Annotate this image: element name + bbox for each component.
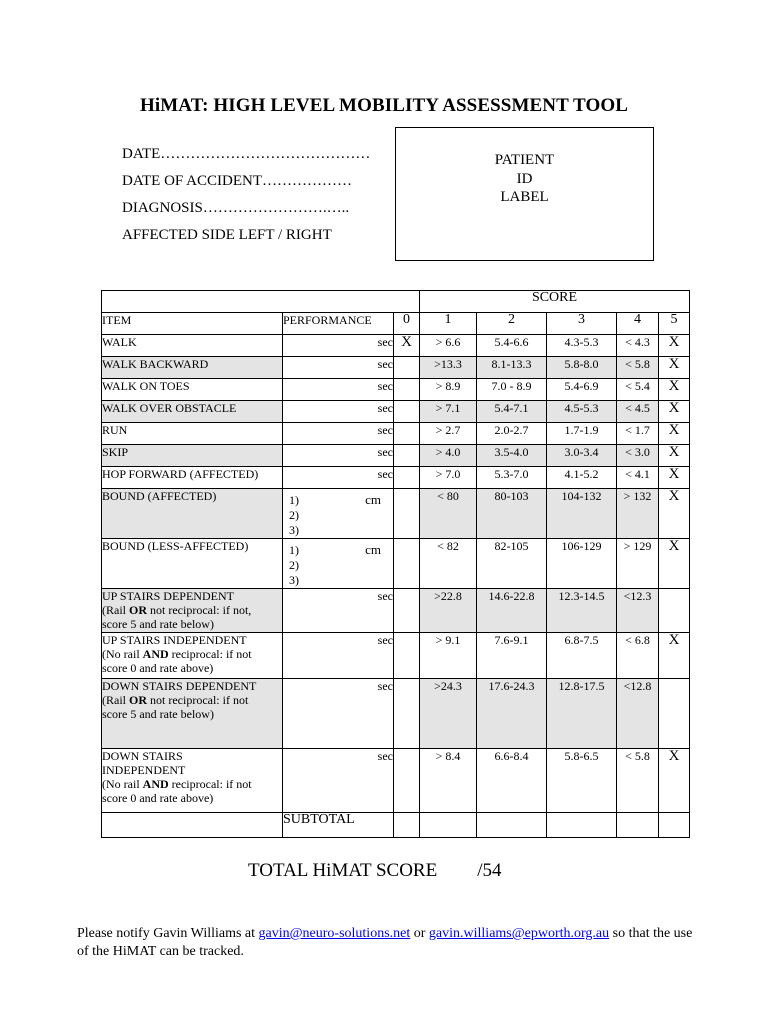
condition-text: not reciprocal: if not, [147,603,252,617]
score-cell-1: >22.8 [420,589,477,633]
score-cell-1: > 4.0 [420,445,477,467]
score-cell-1: < 80 [420,489,477,539]
unit-label: sec [377,445,393,459]
table-row [102,379,690,401]
item-name-line: DOWN STAIRS [102,749,183,763]
unit-label: cm [365,542,381,557]
score-cell-1: >13.3 [420,357,477,379]
score-column-4-header: 4 [617,313,659,335]
attempt-label: 3) [289,523,299,537]
item-condition-line [102,777,282,791]
score-cell-3: 12.8-17.5 [547,679,617,749]
subtotal-cell-1[interactable] [420,813,477,838]
condition-text: not reciprocal: if not [147,693,249,707]
unit-label: sec [377,679,393,693]
performance-input[interactable] [283,539,394,589]
item-condition-line [102,603,282,617]
item-condition-line: score 0 and rate above) [102,791,214,805]
performance-input[interactable] [283,589,394,633]
item-condition-line [102,647,282,661]
score-cell-4: < 6.8 [617,633,659,679]
item-name: HOP FORWARD (AFFECTED) [102,467,283,489]
unit-label: sec [377,357,393,371]
score-column-2-header: 2 [477,313,547,335]
table-row [102,539,690,589]
score-cell-3: 4.3-5.3 [547,335,617,357]
unit-label: sec [377,589,393,603]
item-condition-line [102,693,282,707]
score-cell-5[interactable]: X [659,423,690,445]
date-of-accident-field[interactable]: DATE OF ACCIDENT……………… [122,173,353,189]
condition-text: (No rail [102,777,143,791]
condition-text: (No rail [102,647,143,661]
unit-label: sec [377,423,393,437]
table-row [102,589,690,633]
performance-input[interactable] [283,379,394,401]
item-name [102,679,283,749]
score-cell-0[interactable] [394,489,420,539]
item-name [102,749,283,813]
score-cell-3: 1.7-1.9 [547,423,617,445]
score-cell-3: 12.3-14.5 [547,589,617,633]
attempt-label: 2) [289,558,299,572]
score-cell-5[interactable]: X [659,539,690,589]
subtotal-label: SUBTOTAL [283,813,394,838]
item-condition-line: score 5 and rate below) [102,707,214,721]
total-score-max: /54 [477,860,502,881]
item-name-line: UP STAIRS INDEPENDENT [102,633,247,647]
score-column-0-header: 0 [394,313,420,335]
score-cell-3: 106-129 [547,539,617,589]
item-condition-line: score 0 and rate above) [102,661,214,675]
score-cell-2: 3.5-4.0 [477,445,547,467]
score-cell-2: 80-103 [477,489,547,539]
item-name: BOUND (LESS-AFFECTED) [102,539,283,589]
score-cell-3: 104-132 [547,489,617,539]
score-cell-0[interactable] [394,749,420,813]
condition-keyword: OR [129,693,147,707]
attempt-label: 2) [289,508,299,522]
table-row [102,357,690,379]
attempt-label: 1) [289,493,299,507]
score-cell-3: 5.4-6.9 [547,379,617,401]
score-cell-0[interactable] [394,423,420,445]
score-cell-2: 17.6-24.3 [477,679,547,749]
score-cell-4: < 5.8 [617,749,659,813]
score-cell-1: > 8.9 [420,379,477,401]
score-cell-3: 4.5-5.3 [547,401,617,423]
score-cell-3: 5.8-8.0 [547,357,617,379]
page-title: HiMAT: HIGH LEVEL MOBILITY ASSESSMENT TOOL [140,95,628,116]
score-cell-0[interactable] [394,633,420,679]
subtotal-cell-3[interactable] [547,813,617,838]
table-row [102,401,690,423]
score-cell-4: > 129 [617,539,659,589]
item-column-header: ITEM [102,313,283,335]
score-cell-3: 3.0-3.4 [547,445,617,467]
patient-label-line: ID [516,170,533,187]
footnote-text: Please notify Gavin Williams at [77,926,259,941]
unit-label: sec [377,401,393,415]
score-cell-0[interactable] [394,445,420,467]
score-cell-5[interactable]: X [659,749,690,813]
score-cell-0[interactable] [394,539,420,589]
unit-label: cm [365,492,381,507]
score-cell-5[interactable] [659,589,690,633]
score-cell-2: 5.4-7.1 [477,401,547,423]
score-cell-5[interactable]: X [659,633,690,679]
subtotal-cell-0[interactable] [394,813,420,838]
score-cell-5[interactable]: X [659,379,690,401]
score-cell-5[interactable]: X [659,467,690,489]
performance-input[interactable] [283,335,394,357]
score-header-spacer [102,291,420,313]
patient-label-line: PATIENT [494,152,555,168]
performance-input[interactable] [283,489,394,539]
condition-text: (Rail [102,603,129,617]
score-cell-5[interactable]: X [659,489,690,539]
score-cell-1: > 9.1 [420,633,477,679]
performance-input[interactable] [283,357,394,379]
item-name: WALK OVER OBSTACLE [102,401,283,423]
total-score-label: TOTAL HiMAT SCORE [248,860,438,881]
unit-label: sec [377,379,393,393]
total-score [248,860,501,882]
score-cell-2: 6.6-8.4 [477,749,547,813]
score-header: SCORE [420,291,690,313]
score-cell-5[interactable]: X [659,357,690,379]
condition-text: reciprocal: if not [168,647,252,661]
condition-keyword: AND [142,777,169,791]
item-name [102,633,283,679]
score-cell-5[interactable]: X [659,445,690,467]
date-field[interactable]: DATE…………………………………… [122,146,371,162]
table-row [102,445,690,467]
item-name [102,589,283,633]
score-cell-3: 6.8-7.5 [547,633,617,679]
performance-column-header: PERFORMANCE [283,313,394,335]
performance-input[interactable] [283,633,394,679]
performance-input[interactable] [283,401,394,423]
diagnosis-field[interactable]: DIAGNOSIS…………………….….. [122,200,350,216]
score-cell-1: > 6.6 [420,335,477,357]
score-cell-4: < 3.0 [617,445,659,467]
performance-input[interactable] [283,679,394,749]
score-cell-2: 5.3-7.0 [477,467,547,489]
item-name: WALK ON TOES [102,379,283,401]
score-cell-1: > 8.4 [420,749,477,813]
score-cell-2: 14.6-22.8 [477,589,547,633]
score-cell-5[interactable]: X [659,335,690,357]
condition-keyword: AND [142,647,169,661]
performance-input[interactable] [283,749,394,813]
score-cell-0[interactable] [394,589,420,633]
unit-label: sec [377,749,393,763]
footnote-text: so that the use of the HiMAT can be tracked. [77,926,693,959]
subtotal-row [102,813,690,838]
patient-fields [122,144,370,252]
score-cell-4: < 4.3 [617,335,659,357]
item-name-line: INDEPENDENT [102,763,186,777]
subtotal-cell-2[interactable] [477,813,547,838]
score-cell-5[interactable] [659,679,690,749]
item-name: WALK BACKWARD [102,357,283,379]
table-row [102,679,690,749]
patient-id-label-box [395,127,654,261]
score-cell-2: 7.0 - 8.9 [477,379,547,401]
score-cell-4: <12.3 [617,589,659,633]
email-link-epworth[interactable]: gavin.williams@epworth.org.au [428,926,610,941]
score-cell-4: <12.8 [617,679,659,749]
score-cell-5[interactable]: X [659,401,690,423]
item-name: BOUND (AFFECTED) [102,489,283,539]
table-row [102,633,690,679]
item-name: RUN [102,423,283,445]
affected-side-field[interactable]: AFFECTED SIDE LEFT / RIGHT [122,227,332,243]
footnote [77,925,697,961]
table-row [102,335,690,357]
score-cell-4: > 132 [617,489,659,539]
himat-score-table [101,290,690,838]
score-cell-0[interactable] [394,379,420,401]
score-cell-1: >24.3 [420,679,477,749]
score-cell-4: < 4.5 [617,401,659,423]
table-row [102,467,690,489]
score-cell-1: > 7.1 [420,401,477,423]
score-cell-0[interactable] [394,679,420,749]
score-column-1-header: 1 [420,313,477,335]
condition-keyword: OR [129,603,147,617]
item-name-line: UP STAIRS DEPENDENT [102,589,234,603]
score-cell-4: < 4.1 [617,467,659,489]
item-condition-line: score 5 and rate below) [102,617,214,631]
subtotal-spacer [102,813,283,838]
score-cell-2: 2.0-2.7 [477,423,547,445]
score-cell-3: 4.1-5.2 [547,467,617,489]
item-name: SKIP [102,445,283,467]
score-cell-3: 5.8-6.5 [547,749,617,813]
performance-input[interactable] [283,423,394,445]
score-cell-0[interactable] [394,357,420,379]
subtotal-cell-5[interactable] [659,813,690,838]
patient-label-line: LABEL [500,189,549,205]
subtotal-cell-4[interactable] [617,813,659,838]
score-cell-4: < 5.4 [617,379,659,401]
score-cell-0[interactable] [394,467,420,489]
score-cell-2: 8.1-13.3 [477,357,547,379]
score-cell-2: 82-105 [477,539,547,589]
condition-text: (Rail [102,693,129,707]
score-cell-2: 7.6-9.1 [477,633,547,679]
item-name: WALK [102,335,283,357]
score-cell-4: < 5.8 [617,357,659,379]
unit-label: sec [377,633,393,647]
score-cell-2: 5.4-6.6 [477,335,547,357]
score-column-3-header: 3 [547,313,617,335]
condition-text: reciprocal: if not [168,777,252,791]
score-cell-1: > 7.0 [420,467,477,489]
email-link-neuro-solutions[interactable]: gavin@neuro-solutions.net [258,926,411,941]
score-cell-0[interactable] [394,401,420,423]
unit-label: sec [377,467,393,481]
table-row [102,423,690,445]
score-cell-0[interactable]: X [394,335,420,357]
table-row [102,489,690,539]
unit-label: sec [377,335,393,349]
attempt-label: 1) [289,543,299,557]
table-row [102,749,690,813]
performance-input[interactable] [283,467,394,489]
performance-input[interactable] [283,445,394,467]
score-column-5-header: 5 [659,313,690,335]
footnote-text: or [410,926,429,941]
score-cell-4: < 1.7 [617,423,659,445]
score-cell-1: > 2.7 [420,423,477,445]
item-name-line: DOWN STAIRS DEPENDENT [102,679,257,693]
score-cell-1: < 82 [420,539,477,589]
attempt-label: 3) [289,573,299,587]
